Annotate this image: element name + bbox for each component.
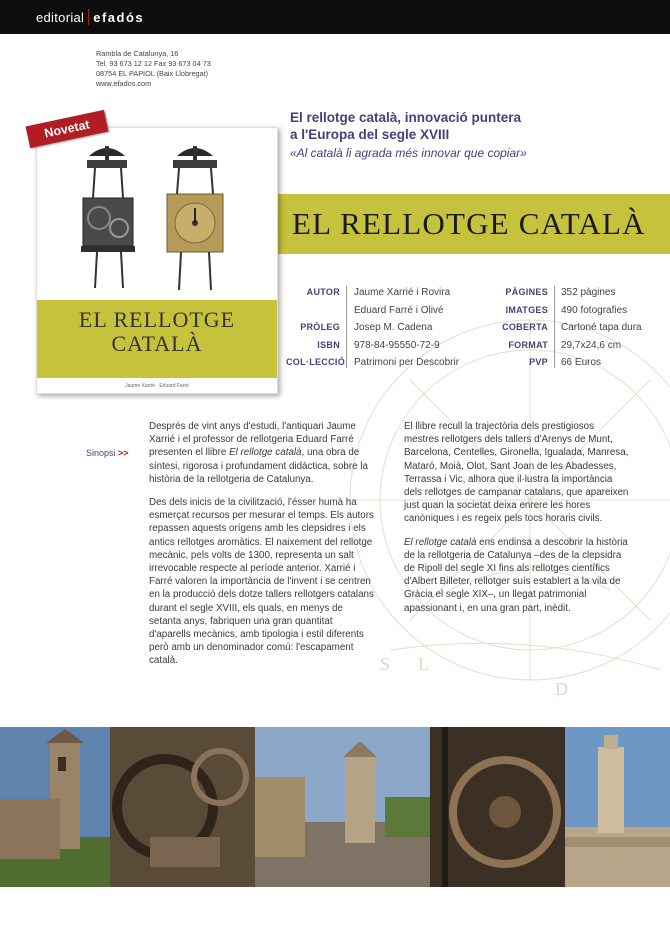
details-left-values (354, 284, 504, 372)
autor-label: AUTOR (306, 287, 340, 297)
details-right-values (561, 284, 666, 372)
spacer (286, 302, 340, 320)
colleccio-label: COL·LECCIÓ (286, 357, 345, 367)
synopsis-column-left (149, 420, 375, 678)
publisher-name: efadós (93, 10, 145, 25)
synopsis-paragraph-1 (149, 420, 375, 486)
publisher-logo[interactable] (36, 9, 144, 25)
proleg-value: Josep M. Cadena (354, 322, 433, 333)
logo-divider (88, 9, 89, 25)
colleccio-value: Patrimoni per Descobrir (354, 357, 460, 368)
coberta-label: COBERTA (502, 322, 548, 332)
book-title: EL RELLOTGE CATALÀ (292, 206, 646, 241)
cover-title-line-1: EL RELLOTGE (78, 307, 236, 332)
pagines-value: 352 pàgines (561, 287, 616, 298)
pagines-label: PÀGINES (505, 287, 548, 297)
headline-quote: «Al català li agrada més innovar que copiar» (290, 146, 527, 160)
cover-authors: Jaume Xarrié · Eduard Farré (125, 383, 189, 389)
svg-text:S: S (380, 654, 391, 674)
pvp-label: PVP (529, 357, 548, 367)
headline-line-2: a l'Europa del segle XVIII (290, 127, 450, 142)
coberta-value: Cartoné tapa dura (561, 322, 642, 333)
address-street: Rambla de Catalunya, 16 (96, 49, 179, 58)
cathedral-town-photo (565, 727, 670, 887)
village-street-photo (255, 727, 430, 887)
isbn-label: ISBN (317, 339, 340, 350)
photo-strip (0, 727, 670, 887)
synopsis-paragraph-4 (404, 536, 630, 615)
clock-mechanisms-image (37, 128, 277, 300)
autor-value-2: Eduard Farré i Olivé (354, 304, 444, 316)
cover-title-line-2: CATALÀ (111, 331, 203, 356)
p4-book-title: El rellotge català (404, 536, 477, 548)
p1-book-title: El rellotge català (229, 447, 302, 459)
p4-text: ens endinsa a descobrir la història de la rellotgeria de Catalunya –des de la clepsidra de Ripoll del segle XI fins als rellotges científics d'Albert Billeter, rellotger suís establert a la vila de Gràcia el segle XIX–, un llegat patrimonial apassionant i, en una gran part, inèdit. (404, 536, 628, 614)
details-left-labels (286, 284, 345, 372)
gear-mechanism-photo (110, 727, 255, 887)
publisher-address (96, 49, 211, 89)
synopsis-column-right (404, 420, 630, 625)
synopsis-paragraph-3: El llibre recull la trajectòria dels prestigiosos mestres rellotgers dels tallers d'Arenys de Munt, Barcelona, Centelles, Gironella, Igualada, Manresa, Mataró, Moià, Olot, Sant Joan de les Abadesses, Terrassa i Vic, alhora que il·lustra la importància dels rellotges de campanar catalans, que apareixen just quan la societat deixa enrere les hores canòniques i es regeix pels tocs horaris civils. (404, 421, 629, 525)
p1-text-b: , una obra de síntesi, rigorosa i profundament didàctica, sobre la història de la rellotgeria de Catalunya. (149, 447, 368, 485)
cover-title (37, 308, 277, 356)
imatges-label: IMATGES (505, 304, 548, 315)
sinopsi-text: Sinopsi (86, 448, 116, 458)
top-bar (0, 0, 670, 34)
address-city: 08754 EL PAPIOL (Baix Llobregat) (96, 69, 209, 78)
autor-value-1: Jaume Xarrié i Rovira (354, 287, 451, 298)
address-phone: Tel. 93 673 12 12 Fax 93 673 04 73 (96, 59, 211, 68)
address-web-link[interactable]: www.efados.com (96, 79, 152, 88)
isbn-value: 978-84-95550-72-9 (354, 339, 440, 351)
novetat-badge: Novetat (26, 110, 109, 148)
synopsis-paragraph-2: Des dels inicis de la civilització, l'ésser humà ha esmerçat recursos per mesurar el temps. Els autors repassen aquests orígens amb les clepsidres i els antics rellotges aromàtics. El naixement del rellotge mecànic, pels volts de 1300, representa un salt irrevocable respecte al període anterior. Xarrié i Farré valoren la importància de l'invent i se centren en la producció dels dotze tallers rellotgers catalans durant el segle XVIII, els quals, en menys de setanta anys, fabriquen una gran quantitat d'aparells mecànics, amb tipologia i estil diferents però amb un denominador comú: l'escapament català. (149, 497, 374, 667)
imatges-value: 490 fotografies (561, 304, 628, 316)
publisher-prefix: editorial (36, 10, 85, 25)
details-divider-right (554, 286, 555, 368)
format-label: FORMAT (508, 339, 548, 350)
format-value: 29,7x24,6 cm (561, 339, 622, 351)
headline-line-1: El rellotge català, innovació puntera (290, 110, 522, 125)
details-right-labels (496, 284, 548, 372)
details-divider-left (346, 286, 347, 368)
proleg-label: PRÒLEG (300, 322, 340, 332)
sinopsi-label (86, 448, 129, 458)
p1-text-a: Després de vint anys d'estudi, l'antiquari Jaume Xarrié i el professor de rellotgeria Eduard Farré presenten el llibre (149, 421, 356, 459)
book-cover[interactable] (36, 127, 278, 394)
svg-text:L: L (418, 654, 429, 674)
sinopsi-arrow-icon: >> (118, 448, 129, 458)
headline-block (290, 109, 640, 160)
romanesque-church-photo (0, 727, 110, 887)
pvp-value: 66 Euros (561, 357, 602, 368)
clock-wheel-photo (430, 727, 565, 887)
svg-text:D: D (555, 679, 568, 699)
